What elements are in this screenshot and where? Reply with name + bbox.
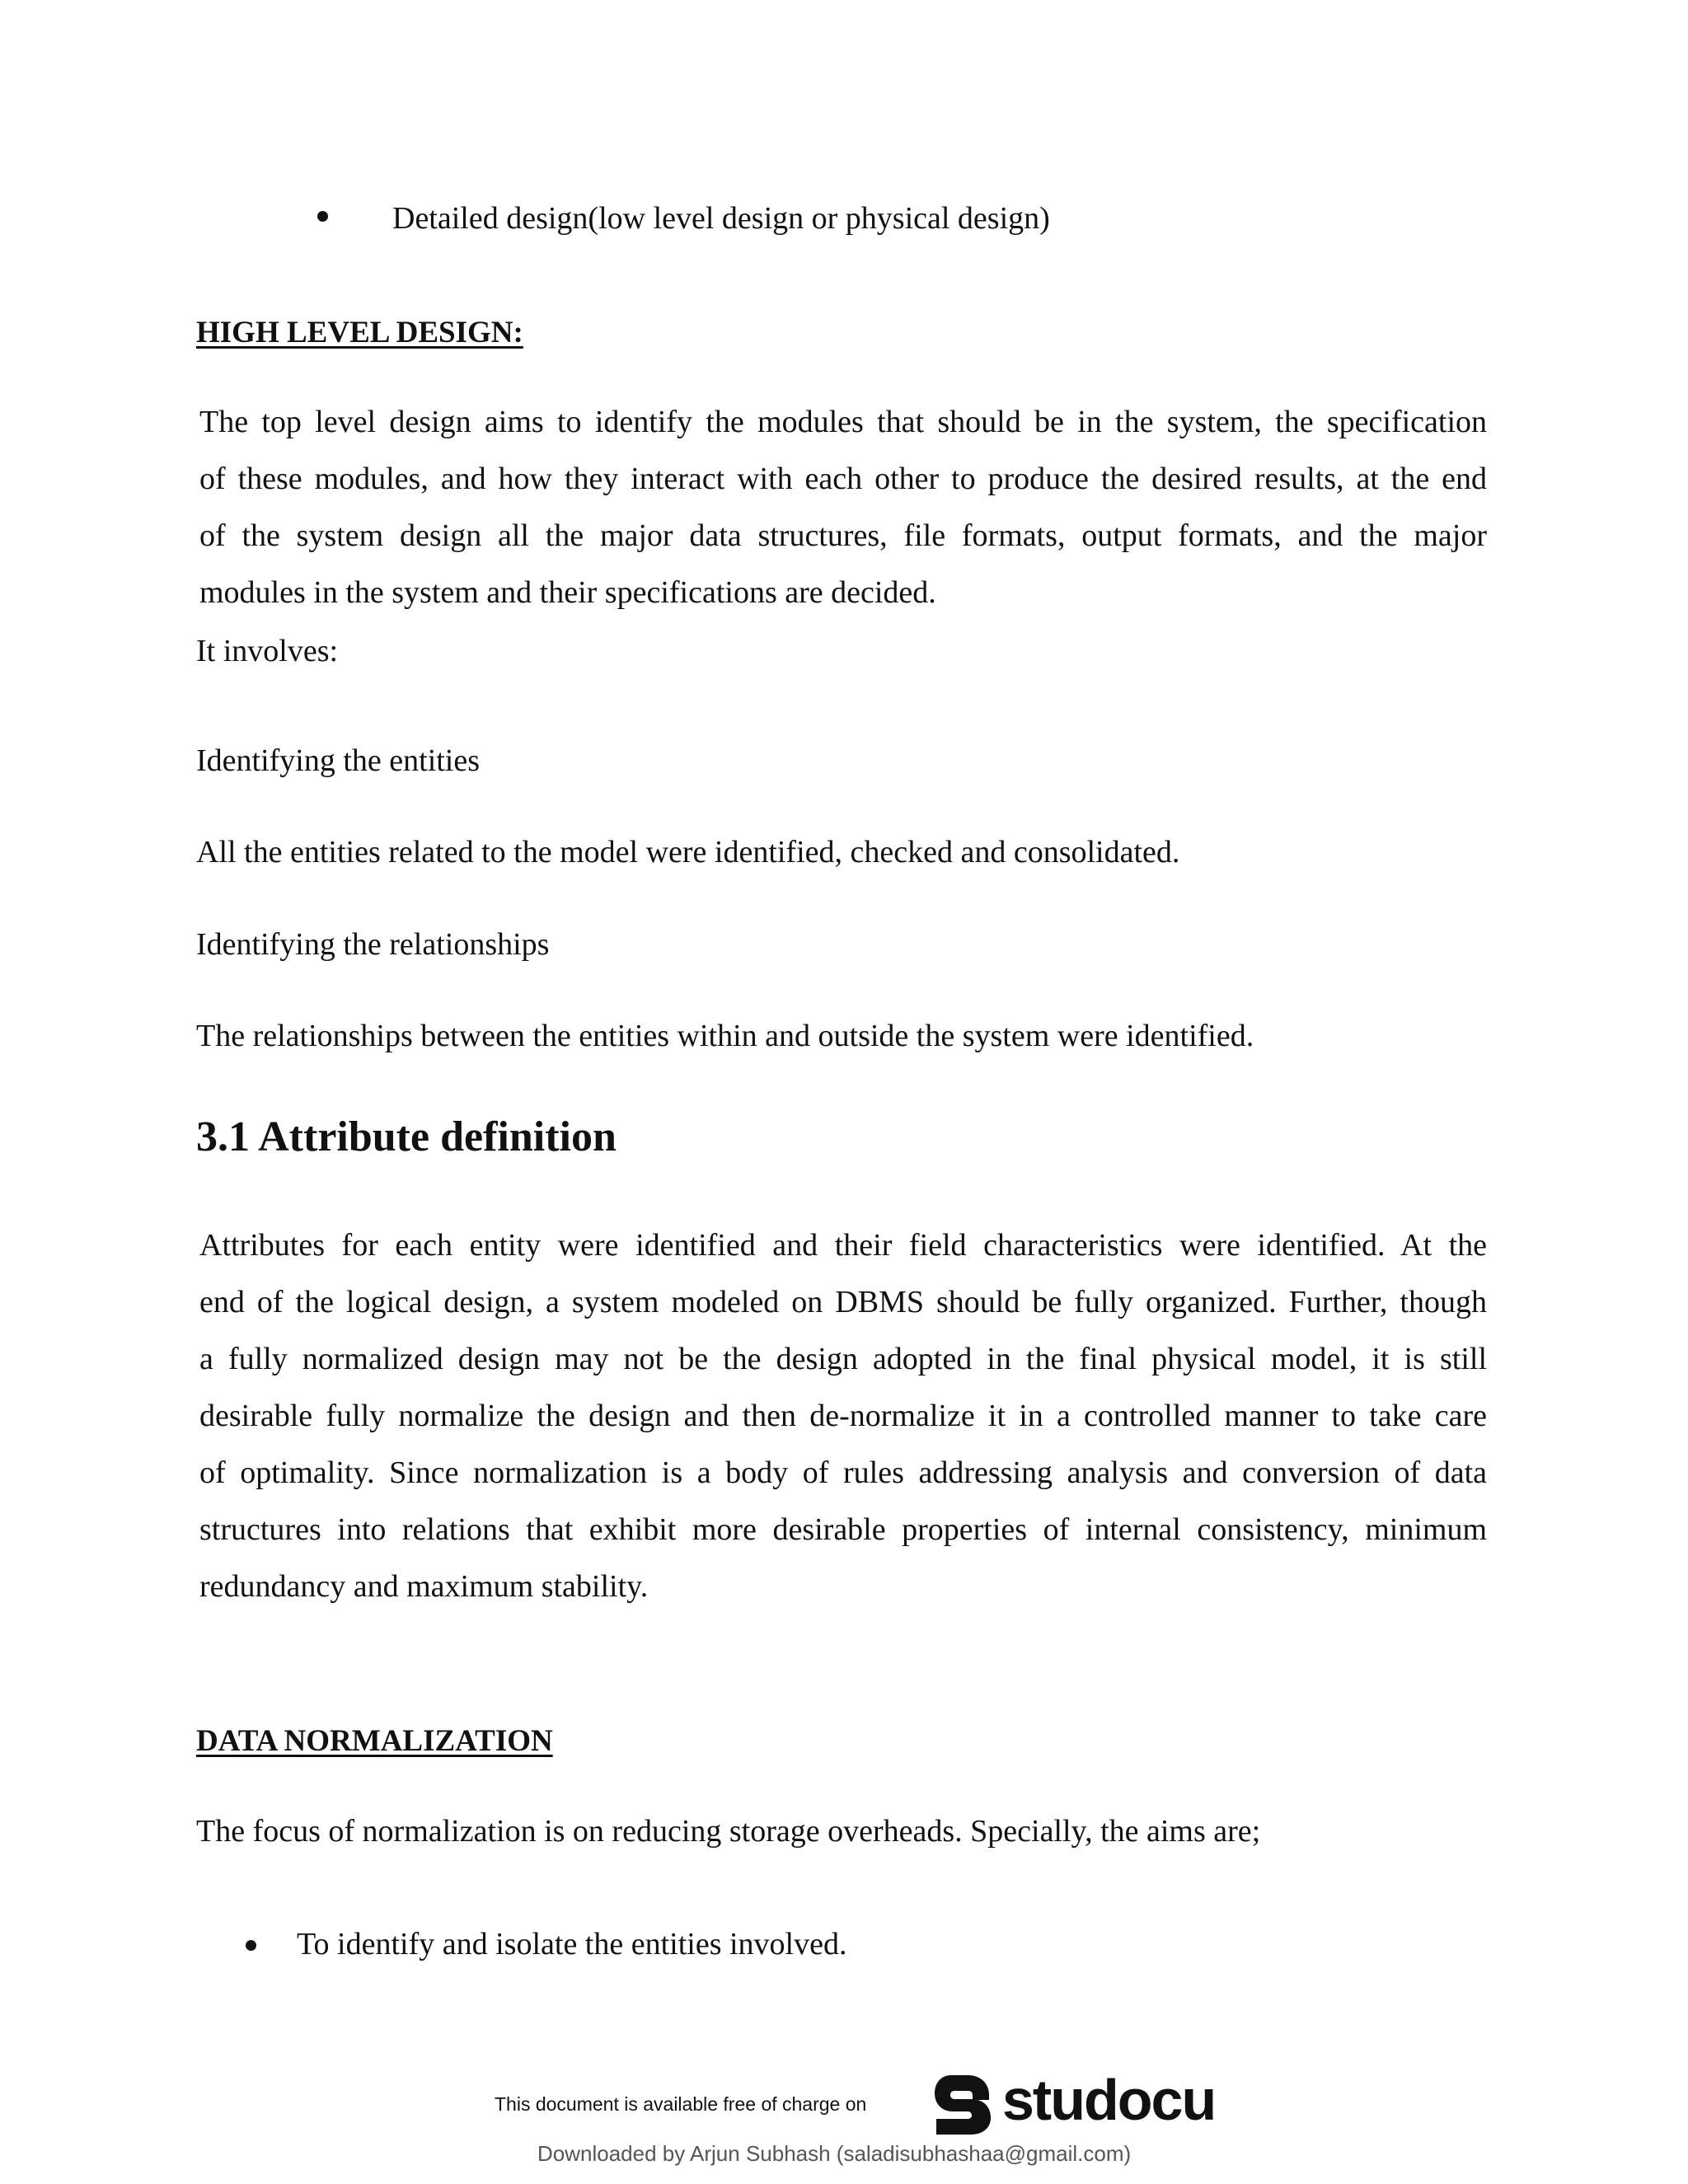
downloaded-by-text: Downloaded by Arjun Subhash (saladisubhashaa@gmail.com) [537, 2141, 1132, 2166]
studocu-logo-text[interactable]: studocu [1002, 2068, 1216, 2132]
paragraph-line: desirable fully normalize the design and then de-normalize it in a controlled manner to take care [199, 1399, 1487, 1433]
top-bullet-text: Detailed design(low level design or physical design) [392, 201, 1050, 236]
availability-notice: This document is available free of charge on [495, 2093, 867, 2115]
paragraph-line: of these modules, and how they interact with each other to produce the desired results, at the end [199, 462, 1487, 496]
paragraph-line: end of the logical design, a system modeled on DBMS should be fully organized. Further, though [199, 1285, 1487, 1319]
normalization-intro: The focus of normalization is on reducing storage overheads. Specially, the aims are; [196, 1814, 1261, 1849]
identifying-relationships-text: The relationships between the entities within and outside the system were identified. [196, 1019, 1254, 1053]
paragraph-line: structures into relations that exhibit more desirable properties of internal consistency, minimum [199, 1512, 1487, 1547]
bullet-dot [246, 1940, 256, 1951]
paragraph-line: of optimality. Since normalization is a body of rules addressing analysis and conversion of data [199, 1455, 1487, 1490]
paragraph-line: a fully normalized design may not be the design adopted in the final physical model, it is still [199, 1342, 1487, 1376]
paragraph-line: of the system design all the major data structures, file formats, output formats, and the major [199, 518, 1487, 553]
data-normalization-heading: DATA NORMALIZATION [196, 1724, 553, 1758]
paragraph-line: modules in the system and their specifications are decided. [199, 575, 936, 610]
studocu-logo-icon[interactable] [930, 2070, 996, 2136]
normalization-bullet-item: To identify and isolate the entities involved. [297, 1927, 847, 1961]
attribute-definition-heading: 3.1 Attribute definition [196, 1113, 617, 1160]
paragraph-line: Attributes for each entity were identified and their field characteristics were identified. At the [199, 1228, 1487, 1263]
paragraph-line: The top level design aims to identify the modules that should be in the system, the specification [199, 405, 1487, 439]
high-level-design-heading: HIGH LEVEL DESIGN: [196, 316, 523, 349]
bullet-dot [317, 211, 328, 222]
attribute-definition-paragraph [199, 1217, 1487, 1615]
high-level-design-paragraph [199, 394, 1487, 621]
paragraph-line: redundancy and maximum stability. [199, 1569, 649, 1604]
identifying-relationships-title: Identifying the relationships [196, 927, 550, 962]
it-involves-text: It involves: [196, 634, 339, 668]
identifying-entities-title: Identifying the entities [196, 743, 481, 778]
identifying-entities-text: All the entities related to the model were identified, checked and consolidated. [196, 835, 1180, 869]
